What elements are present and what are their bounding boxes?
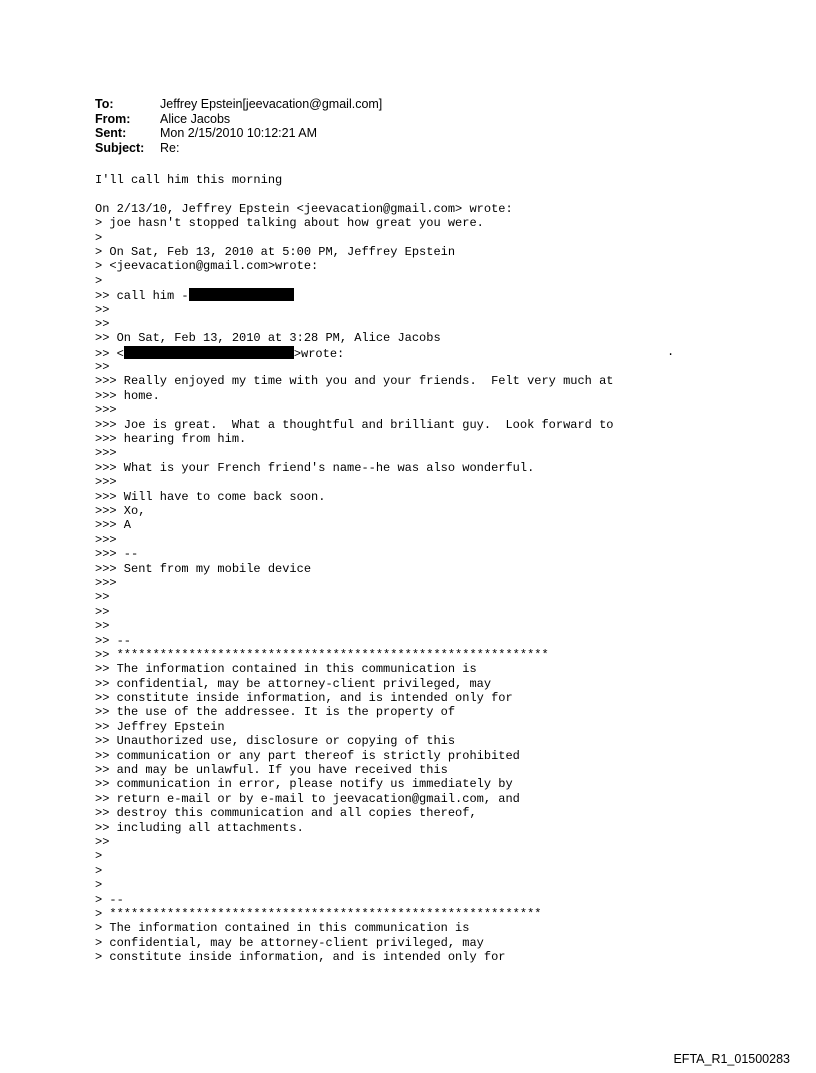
body-line: >> [95, 604, 110, 619]
body-line: > [95, 878, 103, 893]
body-line: >>> Joe is great. What a thoughtful and brilliant guy. Look forward to [95, 417, 614, 432]
body-line: >>> -- [95, 547, 139, 562]
body-line: >>> hearing from him. [95, 432, 247, 447]
call-him-line [95, 288, 795, 302]
quote-block-a [95, 202, 795, 288]
subject-label: Subject: [95, 140, 145, 155]
sent-value: Mon 2/15/2010 10:12:21 AM [160, 126, 318, 140]
body-line: >>> Sent from my mobile device [95, 561, 312, 576]
redaction-box [124, 346, 294, 359]
body-line: >> [95, 619, 110, 634]
body-line: > joe hasn't stopped talking about how great you were. [95, 216, 484, 231]
wrote-prefix: >> < [95, 346, 124, 361]
quote-block-b [95, 303, 795, 346]
body-line: > On Sat, Feb 13, 2010 at 5:00 PM, Jeffrey Epstein [95, 244, 456, 259]
email-header [95, 97, 382, 155]
quote-block-c [95, 360, 795, 964]
reply-line: I'll call him this morning [95, 173, 283, 187]
redaction-box [189, 288, 294, 301]
body-line: >> Jeffrey Epstein [95, 719, 225, 734]
body-line: > [95, 230, 103, 245]
body-line: >> confidential, may be attorney-client privileged, may [95, 676, 492, 691]
body-line: >> destroy this communication and all copies thereof, [95, 806, 477, 821]
body-line: >> [95, 316, 110, 331]
body-line: >> [95, 302, 110, 317]
body-line: >> The information contained in this communication is [95, 662, 477, 677]
email-body [95, 173, 795, 964]
to-row [95, 97, 382, 112]
body-line: > The information contained in this communication is [95, 921, 470, 936]
wrote-suffix: >wrote: [293, 346, 345, 361]
body-line: >> constitute inside information, and is intended only for [95, 691, 513, 706]
body-line: >> [95, 834, 110, 849]
body-line: >> including all attachments. [95, 820, 304, 835]
from-value: Alice Jacobs [160, 111, 231, 126]
wrote-line [95, 346, 795, 360]
body-line: >>> Will have to come back soon. [95, 489, 326, 504]
to-value: Jeffrey Epstein[jeevacation@gmail.com] [160, 97, 383, 111]
body-line: >>> Xo, [95, 503, 146, 518]
body-line: >> On Sat, Feb 13, 2010 at 3:28 PM, Alice Jacobs [95, 331, 441, 346]
body-line: >>> [95, 532, 117, 547]
from-row [95, 112, 382, 127]
body-line: >>> [95, 475, 117, 490]
to-label: To: [95, 97, 114, 111]
document-id: EFTA_R1_01500283 [673, 1052, 790, 1066]
body-line: >>> [95, 403, 117, 418]
body-line: >>> Really enjoyed my time with you and your friends. Felt very much at [95, 374, 614, 389]
call-him-text: >> call him - [95, 289, 189, 304]
body-line: >> -- [95, 633, 132, 648]
body-line: >> Unauthorized use, disclosure or copying of this [95, 734, 456, 749]
body-line: >> ************************************************************ [95, 647, 549, 662]
body-line: >> [95, 360, 110, 375]
body-line: >> communication or any part thereof is strictly prohibited [95, 748, 520, 763]
subject-value: Re: [160, 140, 180, 155]
stray-dot: . [667, 345, 675, 359]
body-line: >> the use of the addressee. It is the property of [95, 705, 456, 720]
body-line: >> [95, 590, 110, 605]
subject-row [95, 141, 382, 156]
body-line: On 2/13/10, Jeffrey Epstein <jeevacation@gmail.com> wrote: [95, 201, 513, 216]
body-line: >>> A [95, 518, 132, 533]
body-line: > -- [95, 892, 124, 907]
body-line: >> return e-mail or by e-mail to jeevacation@gmail.com, and [95, 791, 520, 806]
from-label: From: [95, 111, 131, 126]
body-line: > [95, 849, 103, 864]
blank-line [95, 187, 795, 201]
body-line: >>> home. [95, 388, 160, 403]
body-line: >>> What is your French friend's name--he was also wonderful. [95, 460, 535, 475]
body-line: >> communication in error, please notify us immediately by [95, 777, 513, 792]
sent-row [95, 126, 382, 141]
body-line: > ************************************************************ [95, 906, 542, 921]
body-line: > [95, 863, 103, 878]
body-line: > constitute inside information, and is intended only for [95, 950, 506, 965]
body-line: >>> [95, 446, 117, 461]
body-line: >> and may be unlawful. If you have received this [95, 763, 448, 778]
body-line: > [95, 273, 103, 288]
sent-label: Sent: [95, 126, 127, 140]
body-line: >>> [95, 575, 117, 590]
body-line: > confidential, may be attorney-client privileged, may [95, 935, 484, 950]
body-line: > <jeevacation@gmail.com>wrote: [95, 259, 319, 274]
